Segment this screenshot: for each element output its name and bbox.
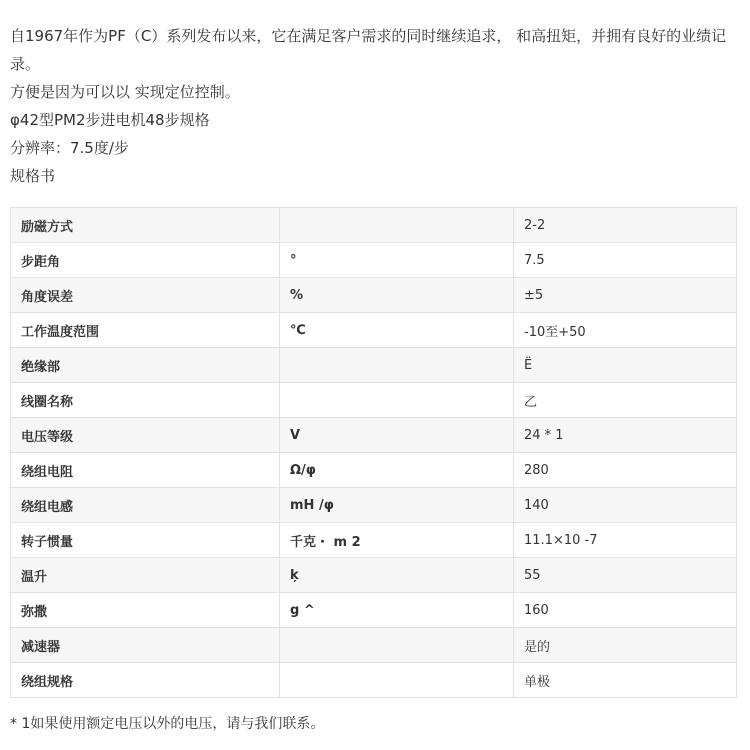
spec-unit-cell: °	[280, 243, 514, 278]
spec-unit-cell	[280, 663, 514, 698]
spec-name-cell: 温升	[11, 558, 280, 593]
spec-name-cell: 绕组电阻	[11, 453, 280, 488]
spec-value-cell: 55	[514, 558, 737, 593]
spec-unit-cell	[280, 383, 514, 418]
resolution-line: 分辨率：7.5度/步	[10, 139, 129, 157]
product-model-line: φ42型PM2步进电机48步规格	[10, 111, 210, 129]
spec-value-cell: ±5	[514, 278, 737, 313]
spec-value-cell: 160	[514, 593, 737, 628]
table-row	[11, 418, 737, 453]
spec-name-cell: 励磁方式	[11, 208, 280, 243]
spec-name-cell: 线圈名称	[11, 383, 280, 418]
intro-positioning-note: 方便是因为可以以 实现定位控制。	[10, 83, 240, 101]
table-row	[11, 593, 737, 628]
spec-unit-cell	[280, 208, 514, 243]
table-row	[11, 663, 737, 698]
table-row	[11, 383, 737, 418]
spec-value-cell: 乙	[514, 383, 737, 418]
table-row	[11, 628, 737, 663]
spec-unit-cell: g ^	[280, 593, 514, 628]
table-row	[11, 348, 737, 383]
spec-name-cell: 弥撒	[11, 593, 280, 628]
spec-value-cell: 是的	[514, 628, 737, 663]
spec-value-cell: 单极	[514, 663, 737, 698]
spec-name-cell: 绕组电感	[11, 488, 280, 523]
spec-name-cell: 步距角	[11, 243, 280, 278]
spec-value-cell: 24 * 1	[514, 418, 737, 453]
spec-value-cell: 280	[514, 453, 737, 488]
spec-unit-cell	[280, 348, 514, 383]
spec-value-cell: -10至+50	[514, 313, 737, 348]
spec-name-cell: 转子惯量	[11, 523, 280, 558]
spec-table	[10, 207, 737, 698]
table-row	[11, 488, 737, 523]
spec-name-cell: 工作温度范围	[11, 313, 280, 348]
spec-unit-cell: V	[280, 418, 514, 453]
spec-unit-cell: ℃	[280, 313, 514, 348]
spec-name-cell: 绝缘部	[11, 348, 280, 383]
spec-unit-cell: %	[280, 278, 514, 313]
spec-value-cell: 11.1×10 -7	[514, 523, 737, 558]
spec-unit-cell	[280, 628, 514, 663]
spec-heading: 规格书	[10, 167, 56, 185]
intro-text	[10, 22, 740, 190]
spec-value-cell: 2-2	[514, 208, 737, 243]
table-row	[11, 313, 737, 348]
spec-value-cell: 7.5	[514, 243, 737, 278]
spec-name-cell: 电压等级	[11, 418, 280, 453]
spec-name-cell: 绕组规格	[11, 663, 280, 698]
footnote: * 1如果使用额定电压以外的电压，请与我们联系。	[10, 716, 325, 732]
spec-value-cell: Ë	[514, 348, 737, 383]
spec-unit-cell: mH /φ	[280, 488, 514, 523]
spec-value-cell: 140	[514, 488, 737, 523]
table-row	[11, 558, 737, 593]
table-row	[11, 278, 737, 313]
table-row	[11, 208, 737, 243]
spec-unit-cell: 千克・ m 2	[280, 523, 514, 558]
table-row	[11, 243, 737, 278]
spec-unit-cell: ķ	[280, 558, 514, 593]
spec-name-cell: 减速器	[11, 628, 280, 663]
table-row	[11, 523, 737, 558]
spec-name-cell: 角度误差	[11, 278, 280, 313]
table-row	[11, 453, 737, 488]
intro-paragraph: 自1967年作为PF（C）系列发布以来，它在满足客户需求的同时继续追求， 和高扭矩，并拥有良好的业绩记录。	[10, 27, 727, 73]
spec-unit-cell: Ω/φ	[280, 453, 514, 488]
